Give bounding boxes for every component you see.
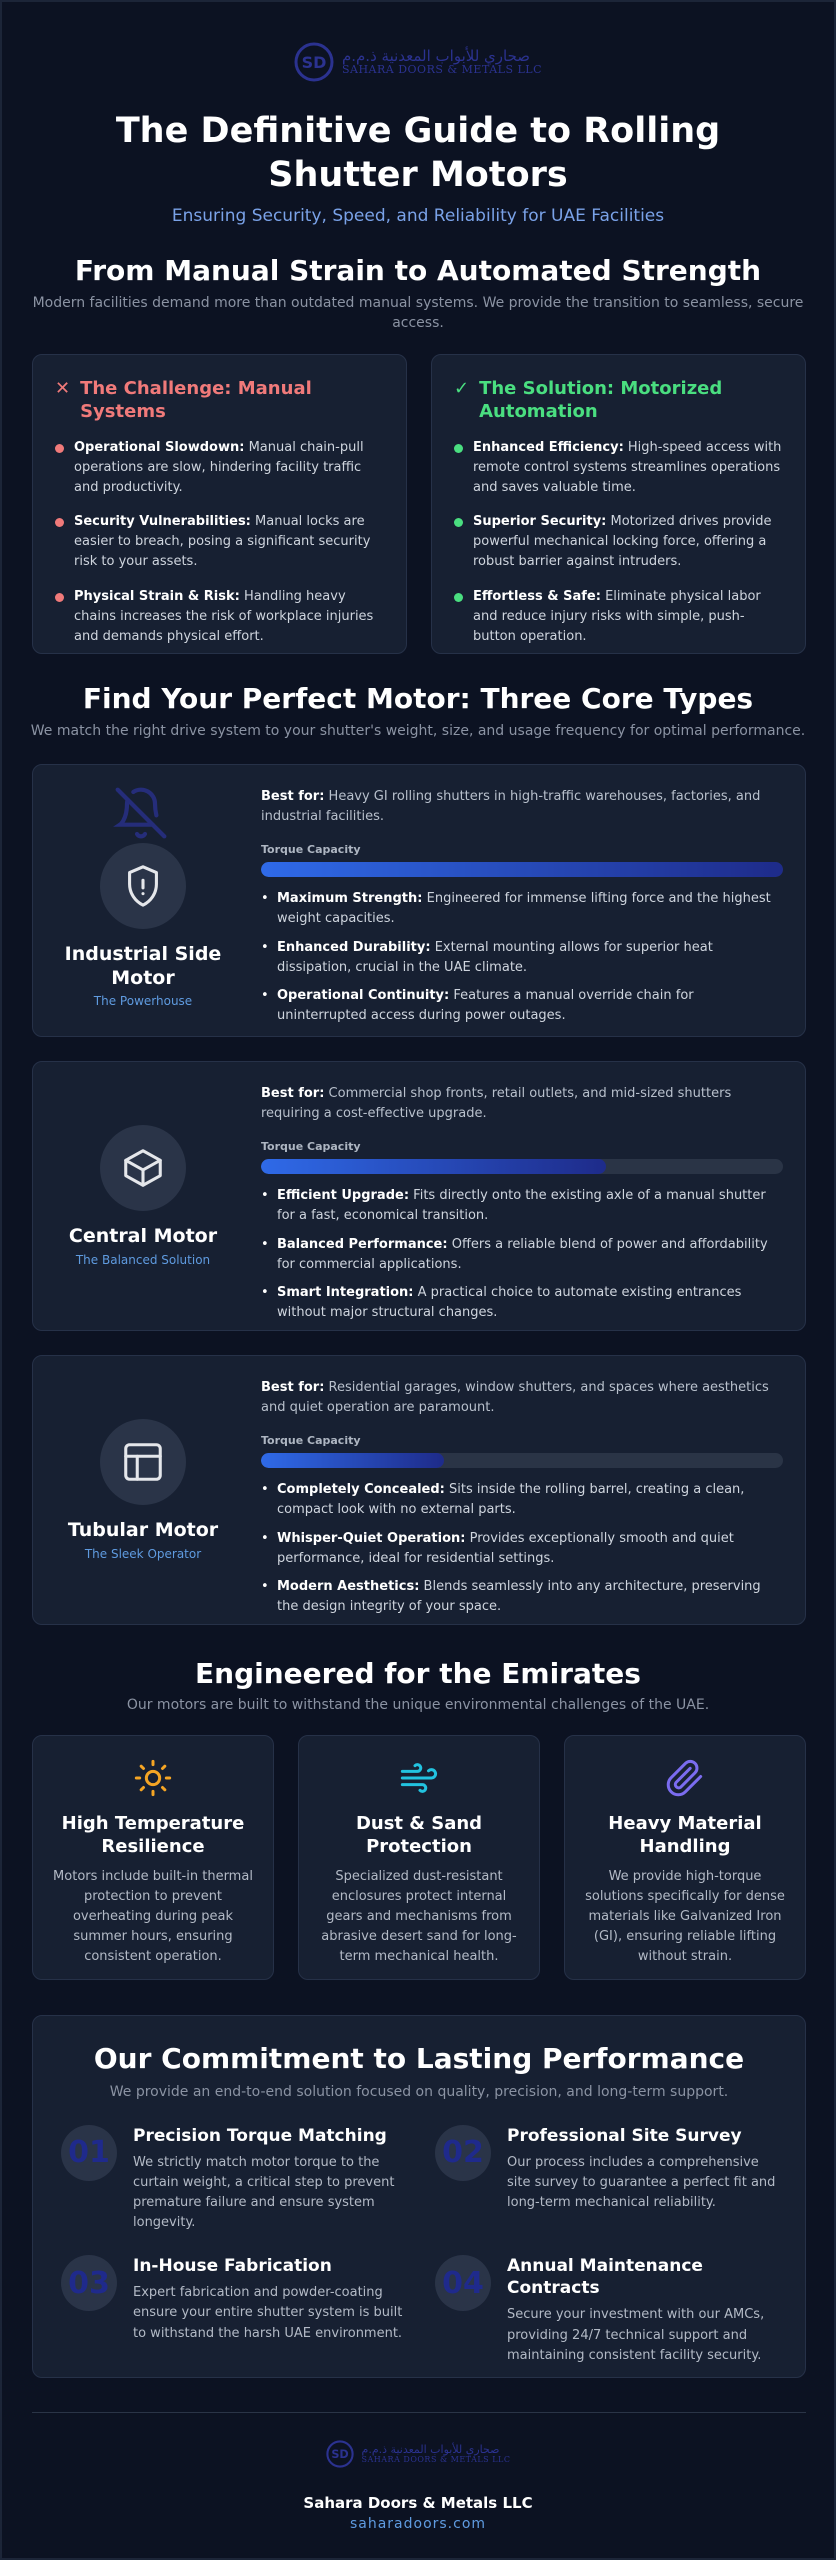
step-title: Precision Torque Matching — [133, 2125, 387, 2146]
commitment-item — [435, 2255, 777, 2366]
logo-mark-icon — [294, 42, 334, 82]
footer-company-name: Sahara Doors & Metals LLC — [303, 2494, 533, 2512]
motors-subtitle: We match the right drive system to your shutter's weight, size, and usage frequency for optimal performance. — [30, 723, 806, 739]
step-number: 01 — [61, 2125, 117, 2181]
bell-off-icon — [113, 785, 169, 841]
motor-feature: • Smart Integration: A practical choice to automate existing entrances without major structural changes. — [261, 1283, 783, 1323]
motor-tagline: The Powerhouse — [93, 994, 193, 1009]
motor-feature: • Modern Aesthetics: Blends seamlessly into any architecture, preserving the design integrity of your space. — [261, 1577, 783, 1617]
feature-card-heavy — [564, 1735, 806, 1980]
transition-subtitle: Modern facilities demand more than outdated manual systems. We provide the transition to seamless, secure access. — [32, 295, 804, 331]
commitment-item — [61, 2255, 403, 2366]
motors-title: Find Your Perfect Motor: Three Core Types — [82, 682, 754, 715]
page-subtitle: Ensuring Security, Speed, and Reliability for UAE Facilities — [171, 205, 665, 226]
torque-bar — [261, 862, 783, 877]
transition-title: From Manual Strain to Automated Strength — [74, 254, 762, 287]
step-text: Expert fabrication and powder-coating ensure your entire shutter system is built to withstand the harsh UAE environment. — [133, 2285, 403, 2341]
torque-bar — [261, 1159, 783, 1174]
solution-item: Enhanced Efficiency: High-speed access with remote control systems streamlines operations and saves valuable time. — [454, 438, 783, 498]
box-icon — [120, 1145, 166, 1191]
commitment-item — [435, 2125, 777, 2234]
torque-bar-fill — [261, 862, 783, 877]
step-number: 03 — [61, 2255, 117, 2311]
step-text: Our process includes a comprehensive site survey to guarantee a perfect fit and long-term mechanical reliability. — [507, 2154, 776, 2210]
challenge-item: Security Vulnerabilities: Manual locks are easier to breach, posing a significant security risk to your assets. — [55, 512, 384, 572]
step-number: 04 — [435, 2255, 491, 2311]
torque-bar-fill — [261, 1159, 606, 1174]
brand-arabic-name: صحاري للأبواب المعدنية ذ.م.م — [341, 46, 531, 65]
step-text: We strictly match motor torque to the curtain weight, a critical step to prevent premature failure and ensure system longevity. — [133, 2154, 395, 2231]
step-title: Professional Site Survey — [507, 2125, 742, 2146]
commitment-title: Our Commitment to Lasting Performance — [93, 2042, 745, 2075]
motor-feature: • Maximum Strength: Engineered for immense lifting force and the highest weight capacities. — [261, 889, 783, 929]
paperclip-icon — [665, 1758, 705, 1798]
feature-text: Motors include built-in thermal protection to prevent overheating during peak summer hours, ensuring consistent operation. — [53, 1868, 253, 1965]
solution-item: Superior Security: Motorized drives provide powerful mechanical locking force, offering a robust barrier against intruders. — [454, 512, 783, 572]
torque-label: Torque Capacity — [261, 843, 361, 857]
motor-feature: • Enhanced Durability: External mounting allows for superior heat dissipation, crucial in the UAE climate. — [261, 938, 783, 978]
step-title: In-House Fabrication — [133, 2256, 332, 2277]
page-title: The Definitive Guide to Rolling Shutter Motors — [115, 111, 721, 195]
x-icon: ✕ — [55, 378, 71, 399]
best-for-text: Best for: Residential garages, window shutters, and spaces where aesthetics and quiet operation are paramount. — [261, 1380, 769, 1416]
layout-icon — [120, 1439, 166, 1485]
motor-name: Industrial Side Motor — [64, 942, 222, 989]
solution-heading: The Solution: Motorized Automation — [479, 378, 723, 423]
motor-card-industrial — [32, 764, 806, 1037]
commitment-card — [32, 2015, 806, 2378]
wind-icon — [399, 1758, 439, 1798]
feature-title: Heavy Material Handling — [608, 1813, 762, 1858]
motor-tagline: The Sleek Operator — [84, 1546, 202, 1561]
feature-text: We provide high-torque solutions specifically for dense materials like Galvanized Iron (GI), ensuring reliable lifting without strain. — [585, 1868, 785, 1965]
shield-alert-icon — [120, 863, 166, 909]
feature-card-dust — [298, 1735, 540, 1980]
step-text: Secure your investment with our AMCs, providing 24/7 technical support and maintaining consistent facility security. — [507, 2307, 765, 2363]
footer-divider — [32, 2412, 806, 2413]
emirates-title: Engineered for the Emirates — [195, 1657, 641, 1690]
challenge-heading: The Challenge: Manual Systems — [80, 378, 312, 423]
footer-logo: SD صحاري للأبواب المعدنية ذ.م.م SAHARA DOORS & METALS LLC — [2, 2440, 834, 2468]
header-logo — [2, 2, 834, 82]
feature-text: Specialized dust-resistant enclosures protect internal gears and mechanisms from abrasive desert sand for long-term mechanical health. — [321, 1868, 517, 1965]
emirates-subtitle: Our motors are built to withstand the unique environmental challenges of the UAE. — [126, 1697, 710, 1713]
feature-title: High Temperature Resilience — [61, 1813, 245, 1858]
torque-bar-fill — [261, 1453, 444, 1468]
brand-english-name: SAHARA DOORS & METALS LLC — [341, 63, 543, 77]
torque-label: Torque Capacity — [261, 1434, 361, 1448]
motor-name: Tubular Motor — [67, 1519, 219, 1542]
challenge-card — [32, 354, 407, 654]
commitment-item — [61, 2125, 403, 2234]
best-for-text: Best for: Commercial shop fronts, retail outlets, and mid-sized shutters requiring a cost-effective upgrade. — [261, 1086, 732, 1122]
challenge-solution-row — [32, 354, 806, 654]
solution-card — [431, 354, 806, 654]
feature-card-temperature — [32, 1735, 274, 1980]
logo-initials: SD — [301, 53, 327, 72]
torque-bar — [261, 1453, 783, 1468]
commitment-subtitle: We provide an end-to-end solution focused on quality, precision, and long-term support. — [109, 2084, 729, 2100]
motor-card-central — [32, 1061, 806, 1331]
motor-feature: • Operational Continuity: Features a manual override chain for uninterrupted access during power outages. — [261, 986, 783, 1026]
solution-item: Effortless & Safe: Eliminate physical labor and reduce injury risks with simple, push-button operation. — [454, 587, 783, 647]
motor-name: Central Motor — [68, 1225, 218, 1248]
motor-feature: • Balanced Performance: Offers a reliable blend of power and affordability for commercial applications. — [261, 1235, 783, 1275]
step-number: 02 — [435, 2125, 491, 2181]
step-title: Annual Maintenance Contracts — [507, 2256, 703, 2299]
motor-feature: • Efficient Upgrade: Fits directly onto the existing axle of a manual shutter for a fast, economical transition. — [261, 1186, 783, 1226]
footer-website-link[interactable]: saharadoors.com — [349, 2516, 487, 2532]
logo-mark-icon — [326, 2440, 354, 2468]
check-icon: ✓ — [454, 378, 470, 399]
challenge-item: Operational Slowdown: Manual chain-pull operations are slow, hindering facility traffic and productivity. — [55, 438, 384, 498]
motor-feature: • Completely Concealed: Sits inside the rolling barrel, creating a clean, compact look with no external parts. — [261, 1480, 783, 1520]
challenge-item: Physical Strain & Risk: Handling heavy chains increases the risk of workplace injuries and demands physical effort. — [55, 587, 384, 647]
sun-icon — [133, 1758, 173, 1798]
motor-feature: • Whisper-Quiet Operation: Provides exceptionally smooth and quiet performance, ideal for residential settings. — [261, 1529, 783, 1569]
motor-tagline: The Balanced Solution — [75, 1252, 211, 1267]
emirates-features-row — [32, 1735, 806, 1980]
motor-card-tubular — [32, 1355, 806, 1625]
svg-text:SD: SD — [330, 2448, 349, 2462]
feature-title: Dust & Sand Protection — [355, 1813, 483, 1858]
torque-label: Torque Capacity — [261, 1140, 361, 1154]
best-for-text: Best for: Heavy GI rolling shutters in high-traffic warehouses, factories, and industrial facilities. — [261, 789, 761, 825]
